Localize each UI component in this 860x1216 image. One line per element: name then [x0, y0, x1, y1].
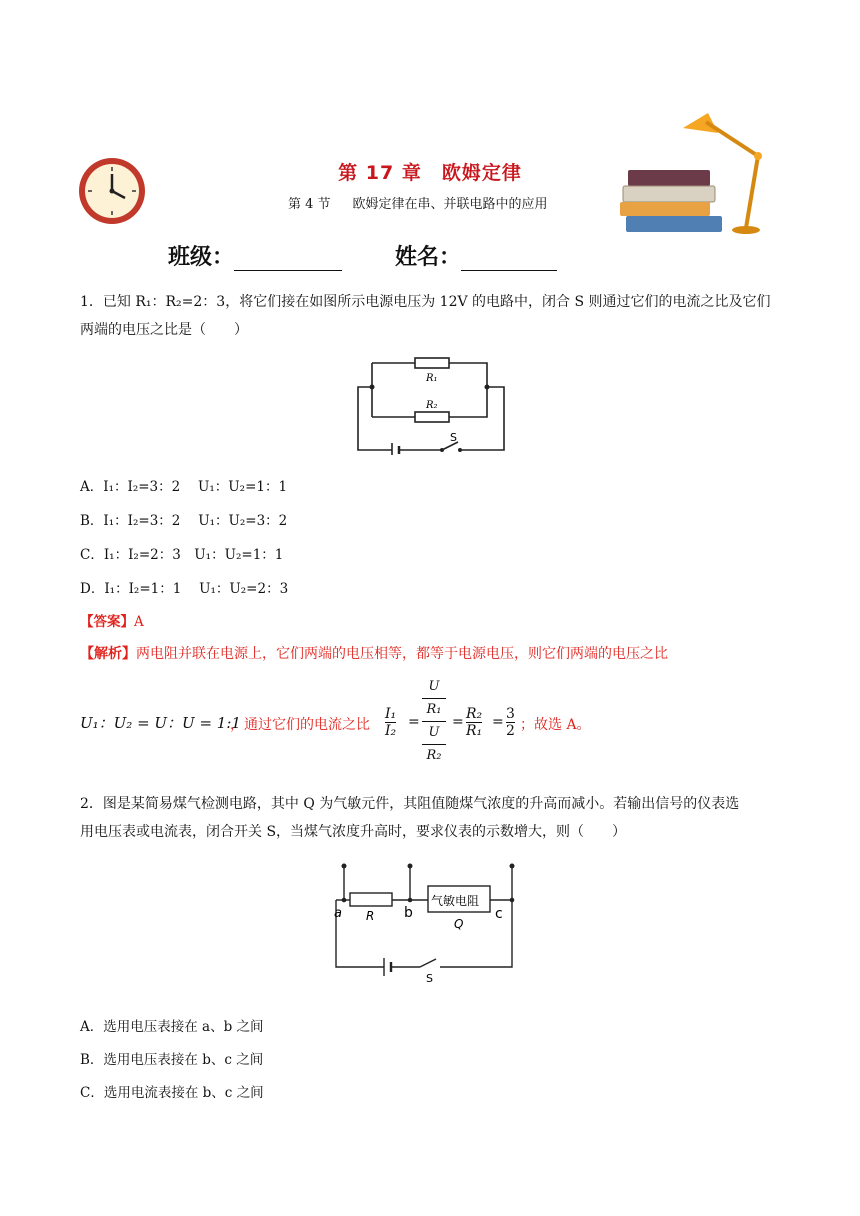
q1-stem [80, 288, 780, 344]
q2-label-a: a [334, 906, 342, 921]
q1-formula-line: U₁：U₂ = U：U = 1:1 ，通过它们的电流之比 I₁ I₂ = U R₁ U R₂ = R₂ R₁ = 3 2 ；故选 A。 [80, 676, 780, 768]
section-subtitle [288, 193, 548, 212]
q1-option-c[interactable]: C．I₁：I₂=2：3 U₁：U₂=1：1 [80, 547, 284, 563]
name-blank[interactable] [461, 248, 557, 271]
q1-label-r2: R₂ [426, 400, 438, 411]
q2-stem [80, 790, 780, 846]
frac-r1: R₁ [466, 723, 483, 739]
q1-option-b[interactable]: B．I₁：I₂=3：2 U₁：U₂=3：2 [80, 513, 288, 529]
q2-label-sensor: 气敏电阻 [431, 894, 480, 908]
r-ratio-fraction [466, 706, 482, 739]
q2-option-a[interactable]: A．选用电压表接在 a、b 之间 [80, 1019, 264, 1035]
name-line [395, 240, 557, 271]
q2-label-b: b [404, 905, 413, 921]
q2-stem-line1: 2．图是某简易煤气检测电路，其中 Q 为气敏元件，其阻值随煤气浓度的升高而减小。若输出信号的仪表选 [80, 796, 740, 812]
analysis-text: 两电阻并联在电源上，它们两端的电压相等，都等于电源电压，则它们两端的电压之比 [136, 646, 668, 662]
q1-stem-line2: 两端的电压之比是（ ） [80, 322, 248, 338]
section-title: 欧姆定律在串、并联电路中的应用 [352, 197, 548, 212]
q1-circuit-diagram [352, 355, 512, 455]
name-label: 姓名： [395, 245, 462, 270]
analysis-tag: 【解析】 [80, 646, 136, 662]
q1-label-s: S [450, 431, 457, 444]
chapter-title: 第 17 章 欧姆定律 [338, 162, 522, 184]
q2-stem-line2: 用电压表或电流表，闭合开关 S，当煤气浓度升高时，要求仪表的示数增大，则（ ） [80, 824, 627, 840]
formula-middle: ，通过它们的电流之比 [230, 717, 370, 733]
frac-u-top: U [428, 679, 440, 694]
q2-circuit-diagram [330, 862, 520, 984]
q2-label-r: R [366, 909, 375, 923]
answer-tag: 【答案】 [80, 614, 134, 630]
current-ratio-fraction [385, 706, 396, 739]
frac-i2: I₂ [385, 723, 397, 739]
q1-stem-line1: 1．已知 R₁：R₂=2：3，将它们接在如图所示电源电压为 12V 的电路中，闭合 S 则通过它们的电流之比及它们 [80, 294, 771, 310]
q1-option-d[interactable]: D．I₁：I₂=1：1 U₁：U₂=2：3 [80, 581, 289, 597]
answer-value: A [134, 614, 144, 630]
class-blank[interactable] [234, 248, 342, 271]
q2-label-s: S [426, 972, 433, 984]
section-label: 第 4 节 [288, 197, 331, 212]
frac-3: 3 [506, 706, 515, 722]
q1-answer [80, 610, 144, 630]
formula-suffix: ；故选 A。 [520, 717, 591, 733]
q2-label-q: Q [454, 917, 464, 931]
frac-2: 2 [506, 723, 515, 739]
frac-r1-top: R₁ [422, 698, 446, 721]
q1-label-r1: R₁ [426, 373, 438, 384]
q2-option-b[interactable]: B．选用电压表接在 b、c 之间 [80, 1052, 264, 1068]
frac-r2-bottom: R₂ [422, 744, 446, 767]
class-name-line [168, 240, 342, 271]
q2-label-c: c [495, 906, 503, 922]
q1-analysis [80, 643, 668, 663]
q1-option-a[interactable]: A．I₁：I₂=3：2 U₁：U₂=1：1 [80, 479, 288, 495]
three-halves-fraction [506, 706, 515, 739]
formula-prefix: U₁：U₂ = U：U = 1:1 [80, 714, 241, 732]
frac-i1: I₁ [385, 706, 397, 722]
u-over-r-fraction [422, 676, 446, 767]
class-label: 班级： [168, 245, 235, 270]
frac-r2: R₂ [466, 706, 483, 722]
q2-option-c[interactable]: C．选用电流表接在 b、c 之间 [80, 1085, 264, 1101]
frac-u-bottom: U [422, 721, 446, 744]
